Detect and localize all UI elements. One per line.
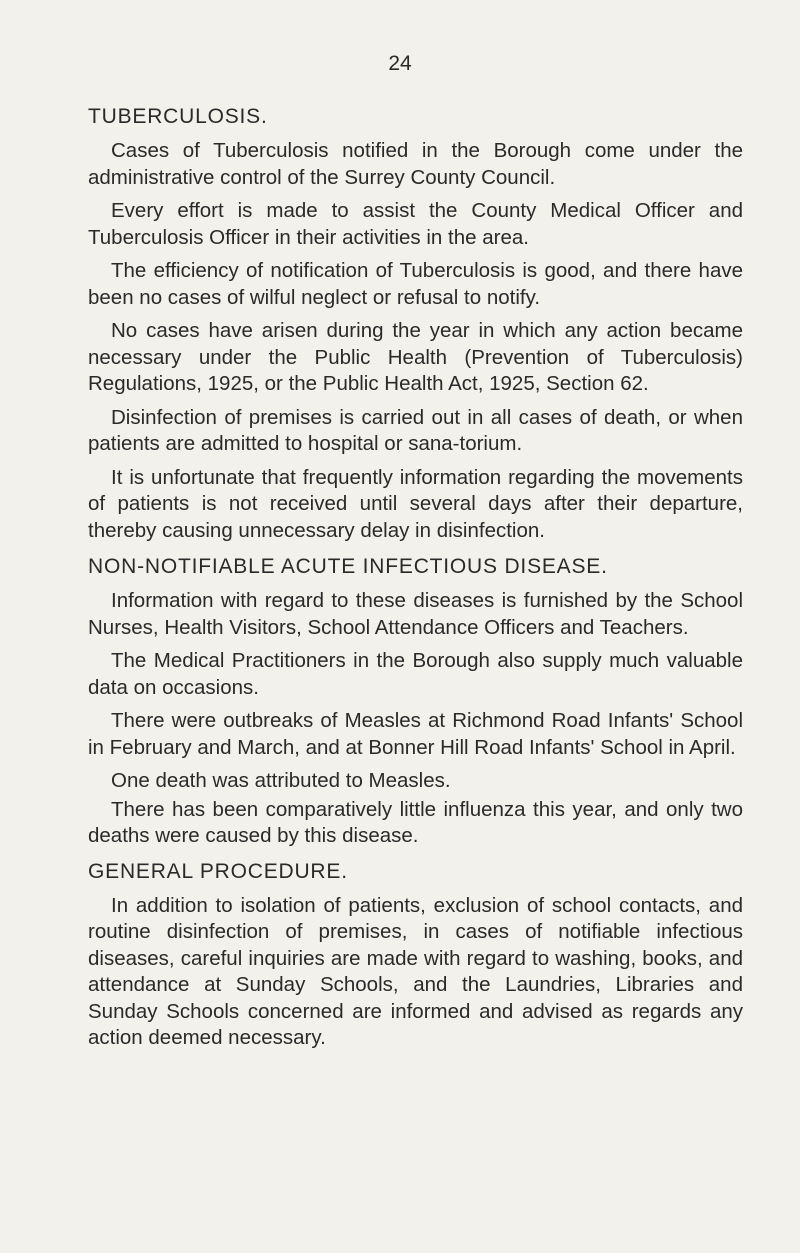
paragraph: There has been comparatively little influenza this year, and only two deaths were caused by this disease. xyxy=(88,797,743,847)
document-body xyxy=(88,102,743,1059)
paragraph: It is unfortunate that frequently information regarding the movements of patients is not received until several days after their departure, thereby causing unnecessary delay in disinfection. xyxy=(88,465,743,542)
paragraph: One death was attributed to Measles. xyxy=(111,769,451,792)
paragraph: There were outbreaks of Measles at Richmond Road Infants' School in February and March, and at Bonner Hill Road Infants' School in April. xyxy=(88,709,743,759)
section-heading: NON-NOTIFIABLE ACUTE INFECTIOUS DISEASE. xyxy=(88,555,608,578)
paragraph: Disinfection of premises is carried out in all cases of death, or when patients are admitted to hospital or sana-torium. xyxy=(88,405,743,455)
section-non-notifiable-disease xyxy=(88,552,743,850)
paragraph: The Medical Practitioners in the Borough also supply much valuable data on occasions. xyxy=(88,649,743,699)
section-general-procedure xyxy=(88,857,743,1052)
section-tuberculosis xyxy=(88,102,743,544)
section-heading: GENERAL PROCEDURE. xyxy=(88,859,348,883)
paragraph: The efficiency of notification of Tuberculosis is good, and there have been no cases of wilful neglect or refusal to notify. xyxy=(88,259,743,309)
paragraph: Information with regard to these diseases is furnished by the School Nurses, Health Visitors, School Attendance Officers and Teachers. xyxy=(88,589,743,639)
paragraph: Every effort is made to assist the County Medical Officer and Tuberculosis Officer in their activities in the area. xyxy=(88,199,743,249)
section-heading: TUBERCULOSIS. xyxy=(88,105,268,128)
paragraph: Cases of Tuberculosis notified in the Borough come under the administrative control of the Surrey County Council. xyxy=(88,139,743,189)
paragraph: In addition to isolation of patients, exclusion of school contacts, and routine disinfection of premises, in cases of notifiable infectious diseases, careful inquiries are made with regard to washing, books, and attendance at Sunday Schools, and the Laundries, Libraries and Sunday Schools concerned are informed and advised as regards any action deemed necessary. xyxy=(88,893,743,1049)
page-number: 24 xyxy=(388,52,412,75)
paragraph: No cases have arisen during the year in which any action became necessary under the Public Health (Prevention of Tuberculosis) Regulations, 1925, or the Public Health Act, 1925, Section 62. xyxy=(88,319,743,395)
